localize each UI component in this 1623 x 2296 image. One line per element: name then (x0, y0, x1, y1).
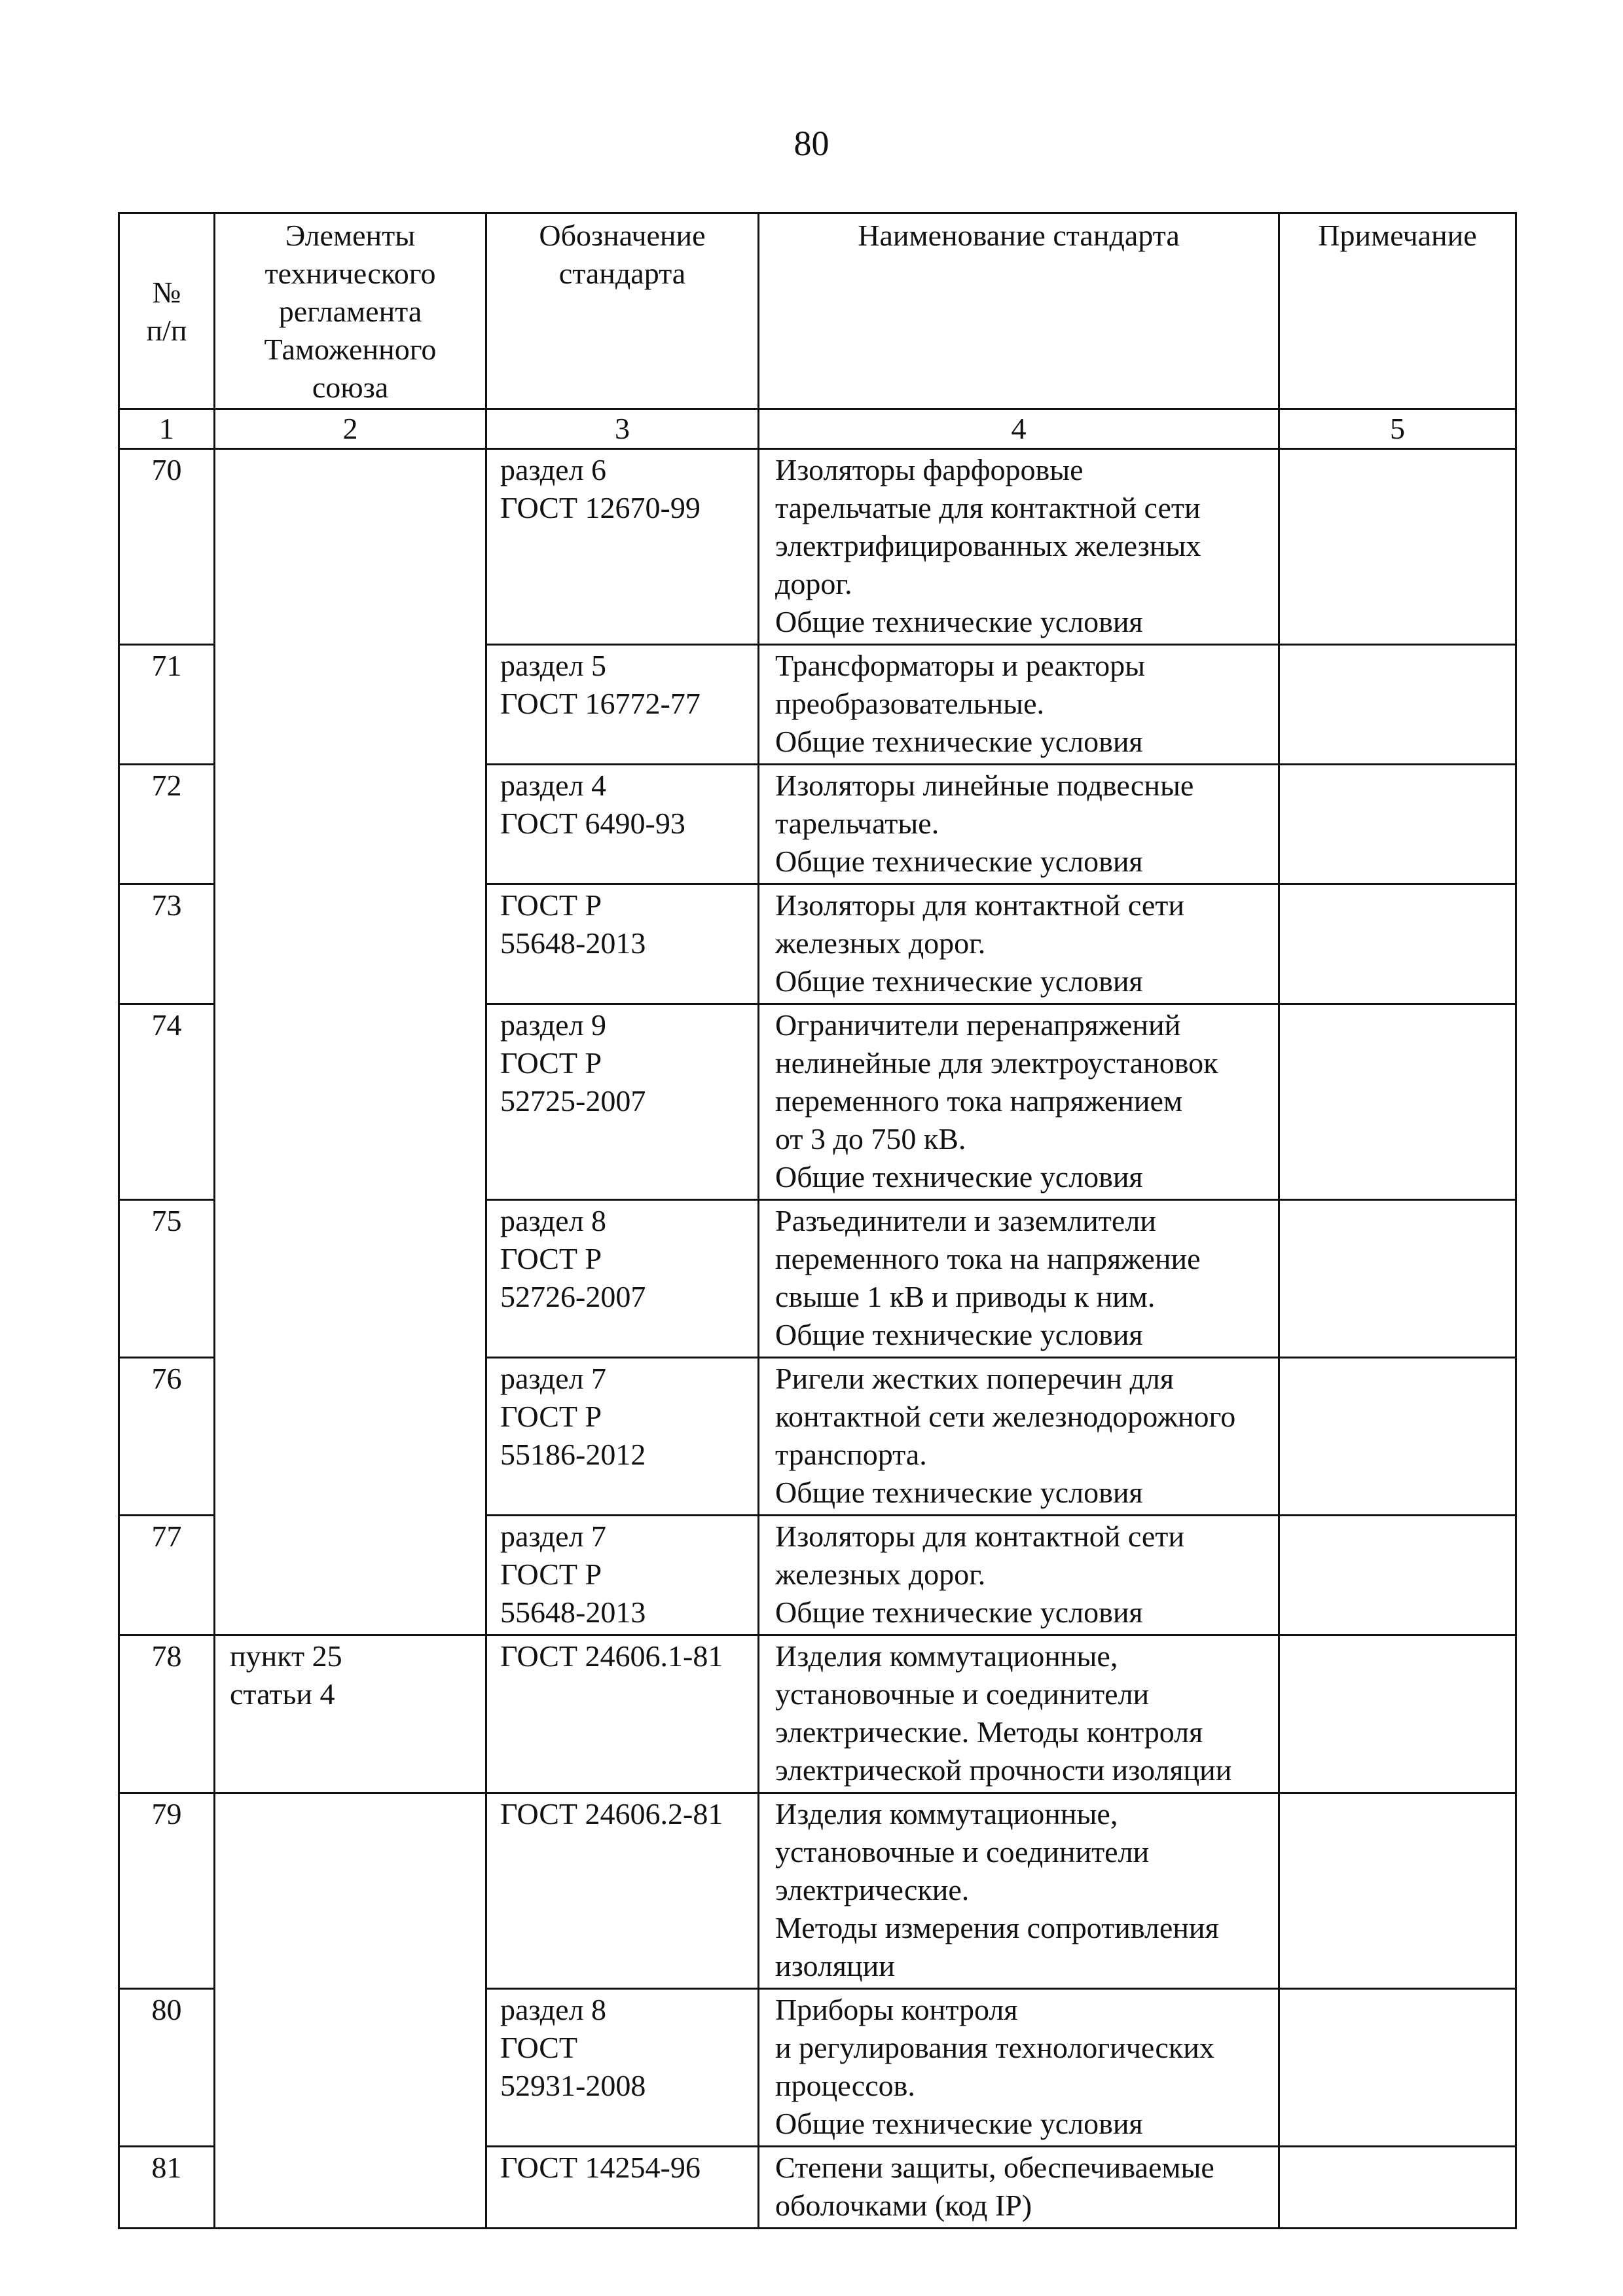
standard-name: Изделия коммутационные, установочные и соединители электрические. Методы контроля электрической прочности изоляции (759, 1635, 1279, 1793)
standard-name: Ограничители перенапряжений нелинейные для электроустановок переменного тока напряжением от 3 до 750 кВ. Общие технические условия (759, 1004, 1279, 1200)
header-elements-text: Элементы технического регламента Таможенного союза (264, 219, 437, 404)
note-cell (1279, 1358, 1516, 1516)
row-number: 81 (119, 2147, 215, 2229)
note-cell (1279, 1635, 1516, 1793)
header-num (119, 213, 215, 409)
standard-name: Изоляторы фарфоровые тарельчатые для контактной сети электрифицированных железных дорог. Общие технические условия (759, 449, 1279, 645)
row-number: 80 (119, 1989, 215, 2147)
elements-cell-empty (215, 449, 486, 1635)
column-number: 5 (1279, 409, 1516, 449)
row-number: 79 (119, 1793, 215, 1989)
note-cell (1279, 1989, 1516, 2147)
row-number: 76 (119, 1358, 215, 1516)
page-number: 80 (793, 124, 830, 163)
note-cell (1279, 449, 1516, 645)
regulation-element: пункт 25 статьи 4 (215, 1635, 486, 1793)
header-elements (215, 213, 486, 409)
header-name-text: Наименование стандарта (858, 219, 1180, 252)
table-row (119, 1793, 1516, 1989)
standard-designation: раздел 7 ГОСТ Р 55186-2012 (486, 1358, 759, 1516)
standard-name: Изоляторы линейные подвесные тарельчатые. Общие технические условия (759, 765, 1279, 884)
standard-name: Приборы контроля и регулирования технологических процессов. Общие технические условия (759, 1989, 1279, 2147)
note-cell (1279, 1004, 1516, 1200)
column-number: 4 (759, 409, 1279, 449)
header-note (1279, 213, 1516, 409)
header-designation-text: Обозначение стандарта (539, 219, 706, 290)
row-number: 75 (119, 1200, 215, 1358)
standard-name: Трансформаторы и реакторы преобразовательные. Общие технические условия (759, 645, 1279, 765)
header-note-text: Примечание (1318, 219, 1477, 252)
header-name (759, 213, 1279, 409)
table-row (119, 449, 1516, 645)
standard-designation: ГОСТ Р 55648-2013 (486, 884, 759, 1004)
column-number-row (119, 409, 1516, 449)
note-cell (1279, 1516, 1516, 1635)
standard-designation: раздел 8 ГОСТ Р 52726-2007 (486, 1200, 759, 1358)
standard-designation: раздел 5 ГОСТ 16772-77 (486, 645, 759, 765)
note-cell (1279, 2147, 1516, 2229)
standard-designation: раздел 9 ГОСТ Р 52725-2007 (486, 1004, 759, 1200)
column-number: 2 (215, 409, 486, 449)
note-cell (1279, 1200, 1516, 1358)
standard-designation: раздел 4 ГОСТ 6490-93 (486, 765, 759, 884)
standard-designation: ГОСТ 24606.1-81 (486, 1635, 759, 1793)
row-number: 71 (119, 645, 215, 765)
standard-designation: ГОСТ 24606.2-81 (486, 1793, 759, 1989)
standard-name: Изоляторы для контактной сети железных дорог. Общие технические условия (759, 884, 1279, 1004)
standard-designation: раздел 7 ГОСТ Р 55648-2013 (486, 1516, 759, 1635)
column-number: 3 (486, 409, 759, 449)
standard-name: Степени защиты, обеспечиваемые оболочками (код IP) (759, 2147, 1279, 2229)
standard-name: Ригели жестких поперечин для контактной сети железнодорожного транспорта. Общие технические условия (759, 1358, 1279, 1516)
row-number: 77 (119, 1516, 215, 1635)
note-cell (1279, 1793, 1516, 1989)
column-number: 1 (119, 409, 215, 449)
note-cell (1279, 765, 1516, 884)
row-number: 74 (119, 1004, 215, 1200)
note-cell (1279, 645, 1516, 765)
standard-designation: раздел 8 ГОСТ 52931-2008 (486, 1989, 759, 2147)
header-designation (486, 213, 759, 409)
standard-designation: раздел 6 ГОСТ 12670-99 (486, 449, 759, 645)
note-cell (1279, 884, 1516, 1004)
standard-designation: ГОСТ 14254-96 (486, 2147, 759, 2229)
standards-table (118, 212, 1517, 2229)
elements-cell-empty (215, 1793, 486, 2229)
standard-name: Изделия коммутационные, установочные и соединители электрические. Методы измерения сопротивления изоляции (759, 1793, 1279, 1989)
row-number: 70 (119, 449, 215, 645)
standard-name: Изоляторы для контактной сети железных дорог. Общие технические условия (759, 1516, 1279, 1635)
table-row (119, 1635, 1516, 1793)
header-num-text: № п/п (146, 276, 187, 347)
row-number: 72 (119, 765, 215, 884)
row-number: 78 (119, 1635, 215, 1793)
standard-name: Разъединители и заземлители переменного тока на напряжение свыше 1 кВ и приводы к ним. Общие технические условия (759, 1200, 1279, 1358)
row-number: 73 (119, 884, 215, 1004)
